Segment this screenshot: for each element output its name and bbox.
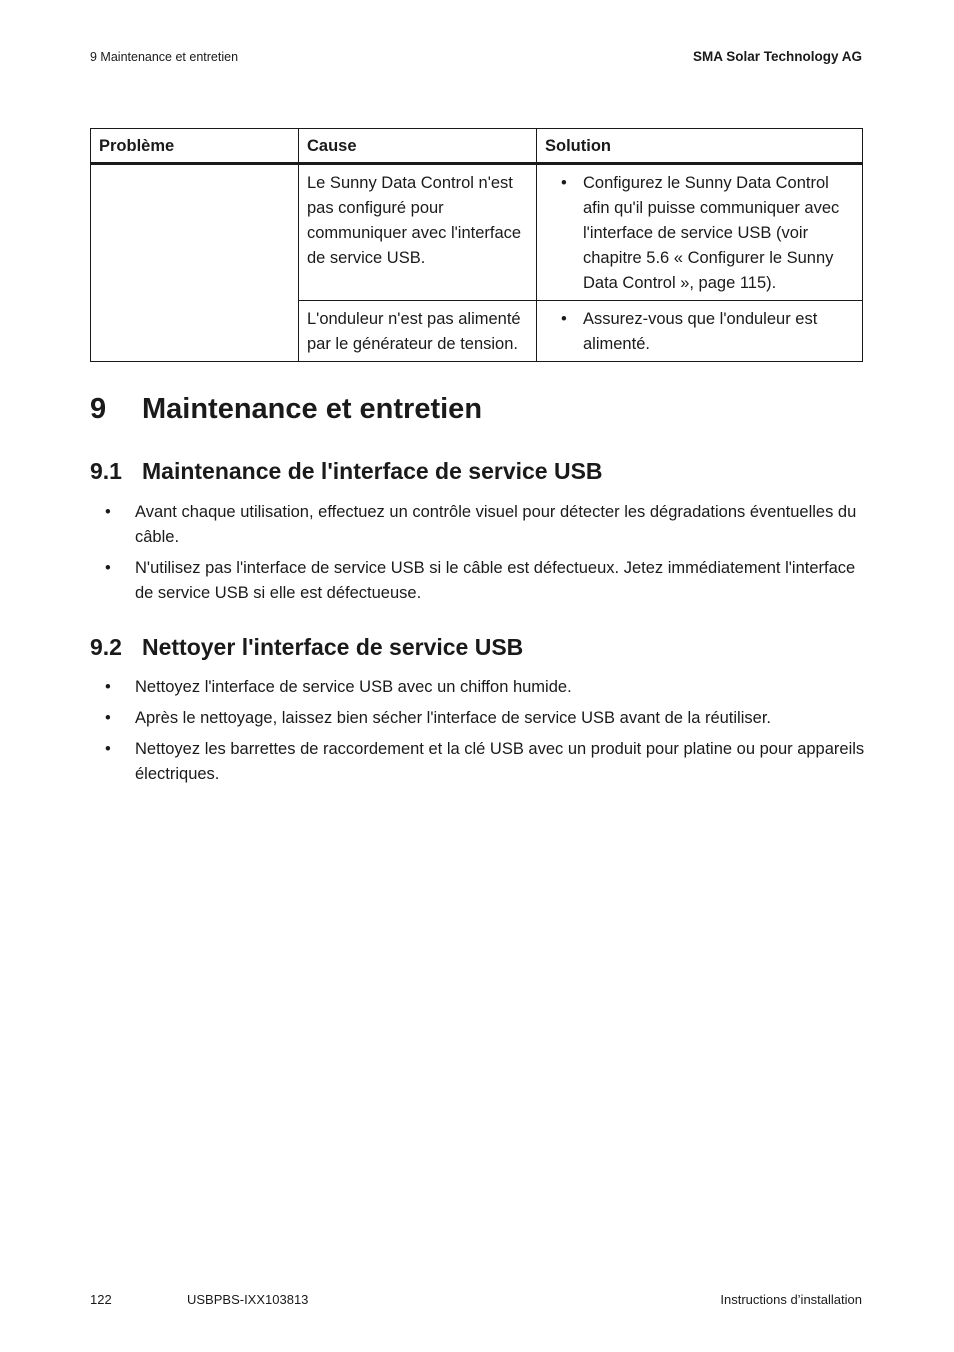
bullet-icon: • (105, 740, 111, 758)
bullet-icon: • (105, 503, 111, 521)
section-title: Maintenance de l'interface de service USB (142, 458, 603, 484)
list-item-text: Avant chaque utilisation, effectuez un contrôle visuel pour détecter les dégradations éventuelles du câble. (135, 503, 857, 546)
section-title: Nettoyer l'interface de service USB (142, 634, 524, 660)
solution-cell (537, 164, 863, 301)
document-code: USBPBS-IXX103813 (187, 1292, 309, 1307)
section-number: 9.2 (90, 634, 122, 660)
chapter-title: Maintenance et entretien (142, 393, 483, 425)
column-header-solution: Solution (537, 129, 863, 164)
chapter-number: 9 (90, 393, 107, 425)
section-heading-9-1 (90, 458, 603, 485)
cause-cell: Le Sunny Data Control n'est pas configuré pour communiquer avec l'interface de service USB. (299, 164, 537, 301)
list-item (90, 675, 865, 700)
section-9-2-list (90, 675, 865, 793)
list-item-text: Nettoyez les barrettes de raccordement et la clé USB avec un produit pour platine ou pour appareils électriques. (135, 740, 865, 783)
list-item (90, 556, 865, 606)
bullet-icon: • (561, 310, 567, 328)
column-header-cause: Cause (299, 129, 537, 164)
cause-cell: L'onduleur n'est pas alimenté par le générateur de tension. (299, 301, 537, 362)
table-header-row (91, 129, 863, 164)
running-header-section: 9 Maintenance et entretien (90, 50, 239, 64)
column-header-probleme: Problème (91, 129, 299, 164)
solution-text: Assurez-vous que l'onduleur est alimenté. (583, 310, 818, 353)
list-item-text: Nettoyez l'interface de service USB avec un chiffon humide. (135, 678, 572, 696)
document-type: Instructions d’installation (720, 1292, 862, 1307)
section-9-1-list (90, 500, 865, 612)
list-item (90, 706, 865, 731)
bullet-icon: • (105, 559, 111, 577)
problem-cell (91, 164, 299, 362)
troubleshooting-table (90, 128, 863, 362)
table-row (91, 164, 863, 301)
bullet-icon: • (105, 678, 111, 696)
running-header-company: SMA Solar Technology AG (692, 49, 862, 64)
solution-cell (537, 301, 863, 362)
section-heading-9-2 (90, 634, 523, 661)
section-number: 9.1 (90, 458, 122, 484)
solution-text: Configurez le Sunny Data Control afin qu'il puisse communiquer avec l'interface de service USB (voir chapitre 5.6 « Configurer le Sunny Data Control », page 115). (583, 174, 840, 292)
chapter-heading (90, 393, 482, 426)
bullet-icon: • (561, 174, 567, 192)
list-item (90, 737, 865, 787)
bullet-icon: • (105, 709, 111, 727)
list-item (90, 500, 865, 550)
page-number: 122 (90, 1292, 112, 1307)
list-item-text: N'utilisez pas l'interface de service USB si le câble est défectueux. Jetez immédiatement l'interface de service USB si elle est défectueuse. (135, 559, 856, 602)
list-item-text: Après le nettoyage, laissez bien sécher l'interface de service USB avant de la réutiliser. (135, 709, 771, 727)
